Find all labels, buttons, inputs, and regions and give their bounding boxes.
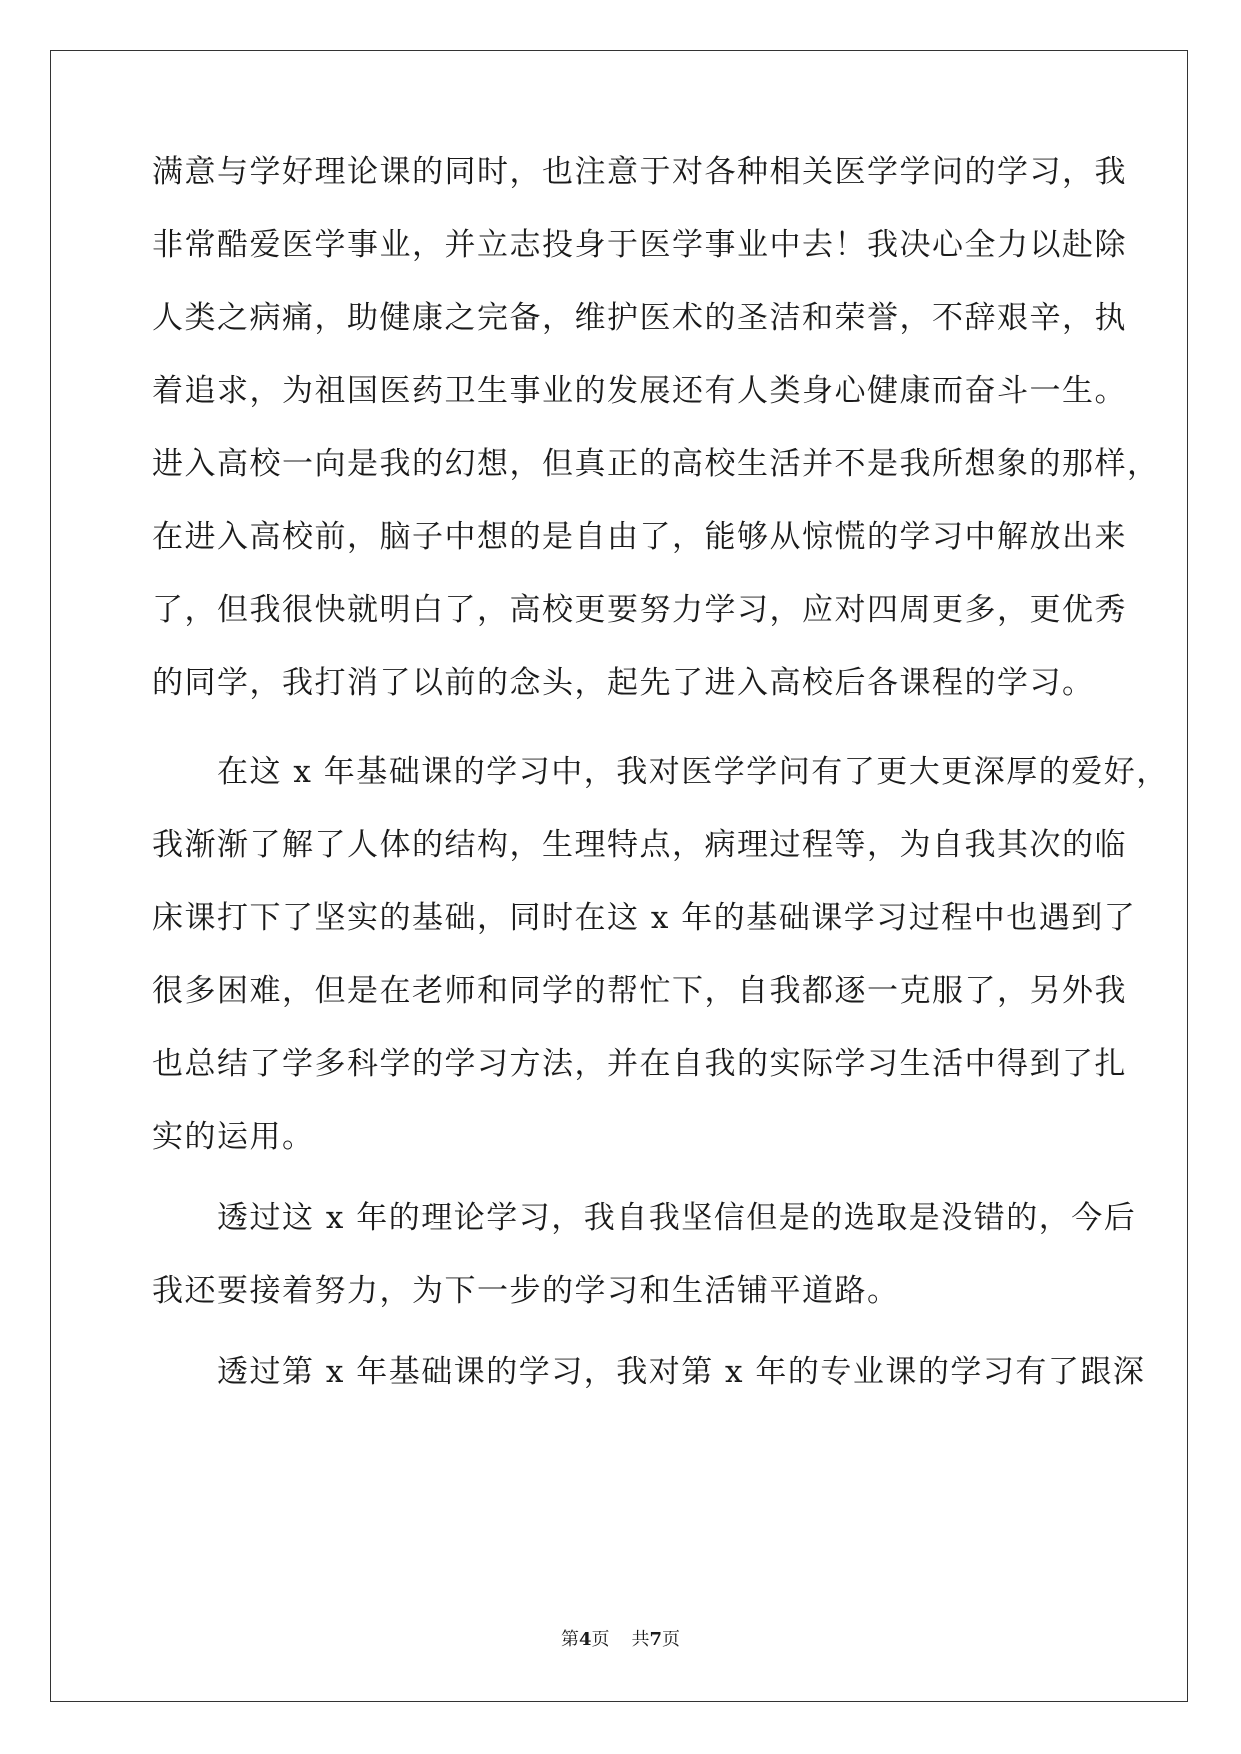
text-line: 满意与学好理论课的同时，也注意于对各种相关医学学问的学习，我 — [152, 154, 1127, 190]
text-line: 我还要接着努力，为下一步的学习和生活铺平道路。 — [152, 1273, 900, 1309]
page-number: 4 — [578, 1629, 592, 1650]
text-line: 非常酷爱医学事业，并立志投身于医学事业中去！我决心全力以赴除 — [152, 227, 1127, 263]
page-suffix: 页 — [591, 1629, 610, 1650]
total-suffix: 页 — [662, 1629, 681, 1650]
total-pages: 7 — [649, 1629, 663, 1650]
text-line: 在进入高校前，脑子中想的是自由了，能够从惊慌的学习中解放出来 — [152, 519, 1127, 555]
text-line: 着追求，为祖国医药卫生事业的发展还有人类身心健康而奋斗一生。 — [152, 373, 1127, 409]
text-line: 实的运用。 — [152, 1119, 315, 1155]
text-line: 也总结了学多科学的学习方法，并在自我的实际学习生活中得到了扎 — [152, 1046, 1127, 1082]
text-line: 在这 x 年基础课的学习中，我对医学学问有了更大更深厚的爱好， — [152, 754, 1169, 790]
text-line: 的同学，我打消了以前的念头，起先了进入高校后各课程的学习。 — [152, 665, 1095, 701]
text-line: 了，但我很快就明白了，高校更要努力学习，应对四周更多，更优秀 — [152, 592, 1127, 628]
text-line: 进入高校一向是我的幻想，但真正的高校生活并不是我所想象的那样， — [152, 446, 1160, 482]
text-line: 透过第 x 年基础课的学习，我对第 x 年的专业课的学习有了跟深 — [152, 1354, 1146, 1390]
text-line: 透过这 x 年的理论学习，我自我坚信但是的选取是没错的，今后 — [152, 1200, 1137, 1236]
text-line: 很多困难，但是在老师和同学的帮忙下，自我都逐一克服了，另外我 — [152, 973, 1127, 1009]
page-footer — [0, 1625, 1241, 1651]
text-line: 人类之病痛，助健康之完备，维护医术的圣洁和荣誉，不辞艰辛，执 — [152, 300, 1127, 336]
text-line: 床课打下了坚实的基础，同时在这 x 年的基础课学习过程中也遇到了 — [152, 900, 1137, 936]
total-prefix: 共 — [631, 1629, 650, 1650]
text-line: 我渐渐了解了人体的结构，生理特点，病理过程等，为自我其次的临 — [152, 827, 1127, 863]
page-prefix: 第 — [560, 1629, 579, 1650]
